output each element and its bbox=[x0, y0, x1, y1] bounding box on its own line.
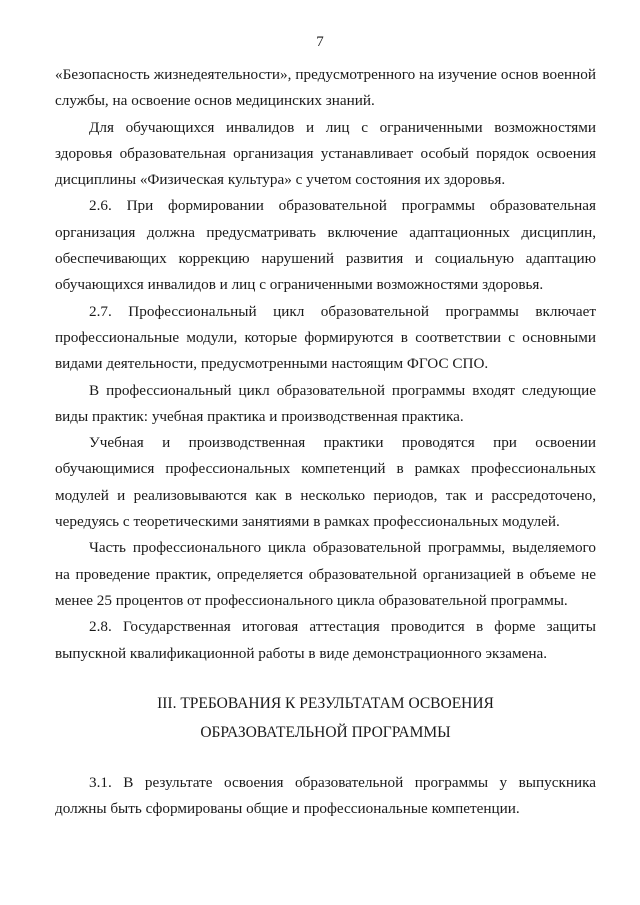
body-text bbox=[55, 62, 596, 667]
page-number: 7 bbox=[316, 34, 324, 50]
paragraph-2-8: 2.8. Государственная итоговая аттестация проводится в форме защиты выпускной квалификационной работы в виде демонстрационного экзамена. bbox=[55, 618, 596, 662]
paragraph-disabled-students: Для обучающихся инвалидов и лиц с ограниченными возможностями здоровья образовательная организация устанавливает особый порядок освоения дисциплины «Физическая культура» с учетом состояния их здоровья. bbox=[55, 118, 596, 189]
section-heading-line-2: ОБРАЗОВАТЕЛЬНОЙ ПРОГРАММЫ bbox=[200, 724, 451, 741]
paragraph-practice-share: Часть профессионального цикла образовательной программы, выделяемого на проведение практик, определяется образовательной организацией в объеме не менее 25 процентов от профессионального цикла образовательной программы. bbox=[55, 539, 596, 609]
paragraph-practice-conduct: Учебная и производственная практики проводятся при освоении обучающимися профессиональных компетенций в рамках профессиональных модулей и реализовываются как в несколько периодов, так и рассредоточено, чередуясь с теоретическими занятиями в рамках профессиональных модулей. bbox=[55, 434, 596, 531]
section-heading bbox=[55, 689, 596, 747]
paragraph-2-6: 2.6. При формировании образовательной программы образовательная организация должна предусматривать включение адаптационных дисциплин, обеспечивающих коррекцию нарушений развития и социальную адаптацию обучающихся инвалидов и лиц с ограниченными возможностями здоровья. bbox=[55, 197, 596, 294]
paragraph-3-1: 3.1. В результате освоения образовательной программы у выпускника должны быть сформированы общие и профессиональные компетенции. bbox=[55, 774, 596, 818]
section-heading-line-1: III. ТРЕБОВАНИЯ К РЕЗУЛЬТАТАМ ОСВОЕНИЯ bbox=[157, 695, 494, 712]
paragraph-2-7: 2.7. Профессиональный цикл образовательной программы включает профессиональные модули, которые формируются в соответствии с основными видами деятельности, предусмотренными настоящим ФГОС СПО. bbox=[55, 302, 596, 373]
tail-text bbox=[55, 770, 596, 823]
paragraph-continuation: «Безопасность жизнедеятельности», предусмотренного на изучение основ военной службы, на освоение основ медицинских знаний. bbox=[55, 66, 596, 110]
paragraph-practice-types: В профессиональный цикл образовательной программы входят следующие виды практик: учебная практика и производственная практика. bbox=[55, 381, 596, 425]
